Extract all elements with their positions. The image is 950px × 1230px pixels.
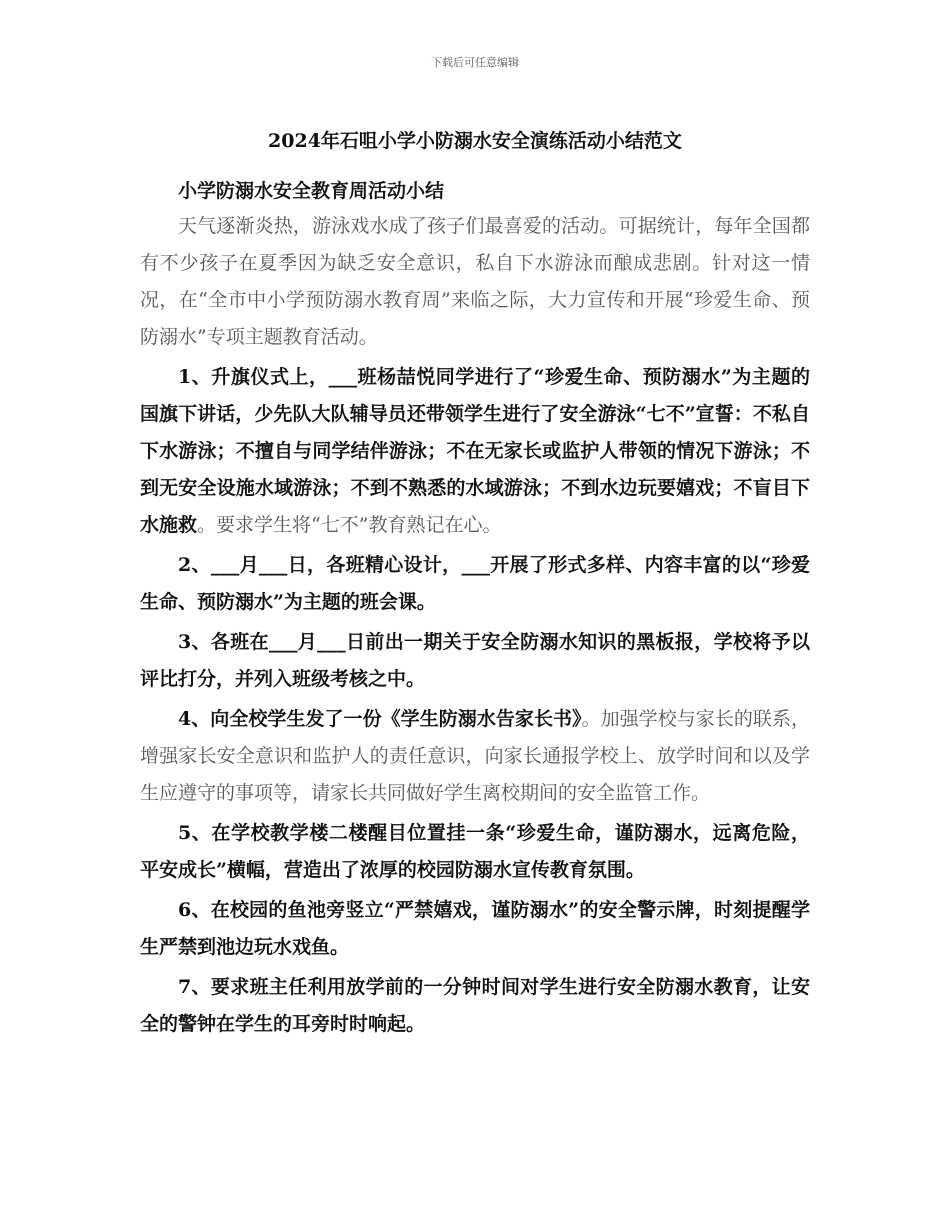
paragraph-item-3 [140,624,810,698]
page-header-note: 下载后可任意编辑 [431,56,519,69]
paragraph-item-5 [140,815,810,889]
paragraph-bold-text: 2、___月___日，各班精心设计，___开展了形式多样、内容丰富的以“珍爱生命、预防溺水”为主题的班会课。 [140,554,810,613]
section-subtitle: 小学防溺水安全教育周活动小结 [178,180,445,202]
paragraph-normal-text: 。要求学生将“七不”教育熟记在心。 [197,514,502,536]
paragraph-bold-text: 6、在校园的鱼池旁竖立“严禁嬉戏，谨防溺水”的安全警示牌，时刻提醒学生严禁到池边玩水戏鱼。 [140,899,810,958]
paragraph-item-2 [140,547,810,621]
paragraph-bold-text: 4、向全校学生发了一份《学生防溺水告家长书》 [178,708,582,730]
paragraph-item-1 [140,359,810,544]
paragraph-item-4 [140,701,810,812]
paragraph-bold-text: 1、升旗仪式上，___班杨喆悦同学进行了“珍爱生命、预防溺水”为主题的国旗下讲话，少先队大队辅导员还带领学生进行了安全游泳“七不”宣誓：不私自下水游泳；不擅自与同学结伴游泳；不在无家长或监护人带领的情况下游泳；不到无安全设施水域游泳；不到不熟悉的水域游泳；不到水边玩要嬉戏；不盲目下水施救 [140,366,810,536]
document-title: 2024年石咀小学小防溺水安全演练活动小结范文 [268,130,682,152]
paragraph-normal-text: 天气逐渐炎热，游泳戏水成了孩子们最喜爱的活动。可据统计，每年全国都有不少孩子在夏季因为缺乏安全意识，私自下水游泳而酿成悲剧。针对这一情况，在“全市中小学预防溺水教育周”来临之际，大力宣传和开展“珍爱生命、预防溺水”专项主题教育活动。 [140,215,810,348]
paragraph-normal-text: 。加强学校与家长的联系，增强家长安全意识和监护人的责任意识，向家长通报学校上、放学时间和以及学生应遵守的事项等，请家长共同做好学生离校期间的安全监管工作。 [140,708,810,804]
paragraph-intro [140,208,810,356]
paragraph-item-7 [140,969,810,1043]
paragraph-item-6 [140,892,810,966]
document-body [140,174,810,1046]
paragraph-bold-text: 5、在学校教学楼二楼醒目位置挂一条“珍爱生命，谨防溺水，远离危险，平安成长”横幅，营造出了浓厚的校园防溺水宣传教育氛围。 [140,822,810,881]
paragraph-bold-text: 3、各班在___月___日前出一期关于安全防溺水知识的黑板报，学校将予以评比打分，并列入班级考核之中。 [140,631,810,690]
paragraph-bold-text: 7、要求班主任利用放学前的一分钟时间对学生进行安全防溺水教育，让安全的警钟在学生的耳旁时时响起。 [140,976,810,1035]
